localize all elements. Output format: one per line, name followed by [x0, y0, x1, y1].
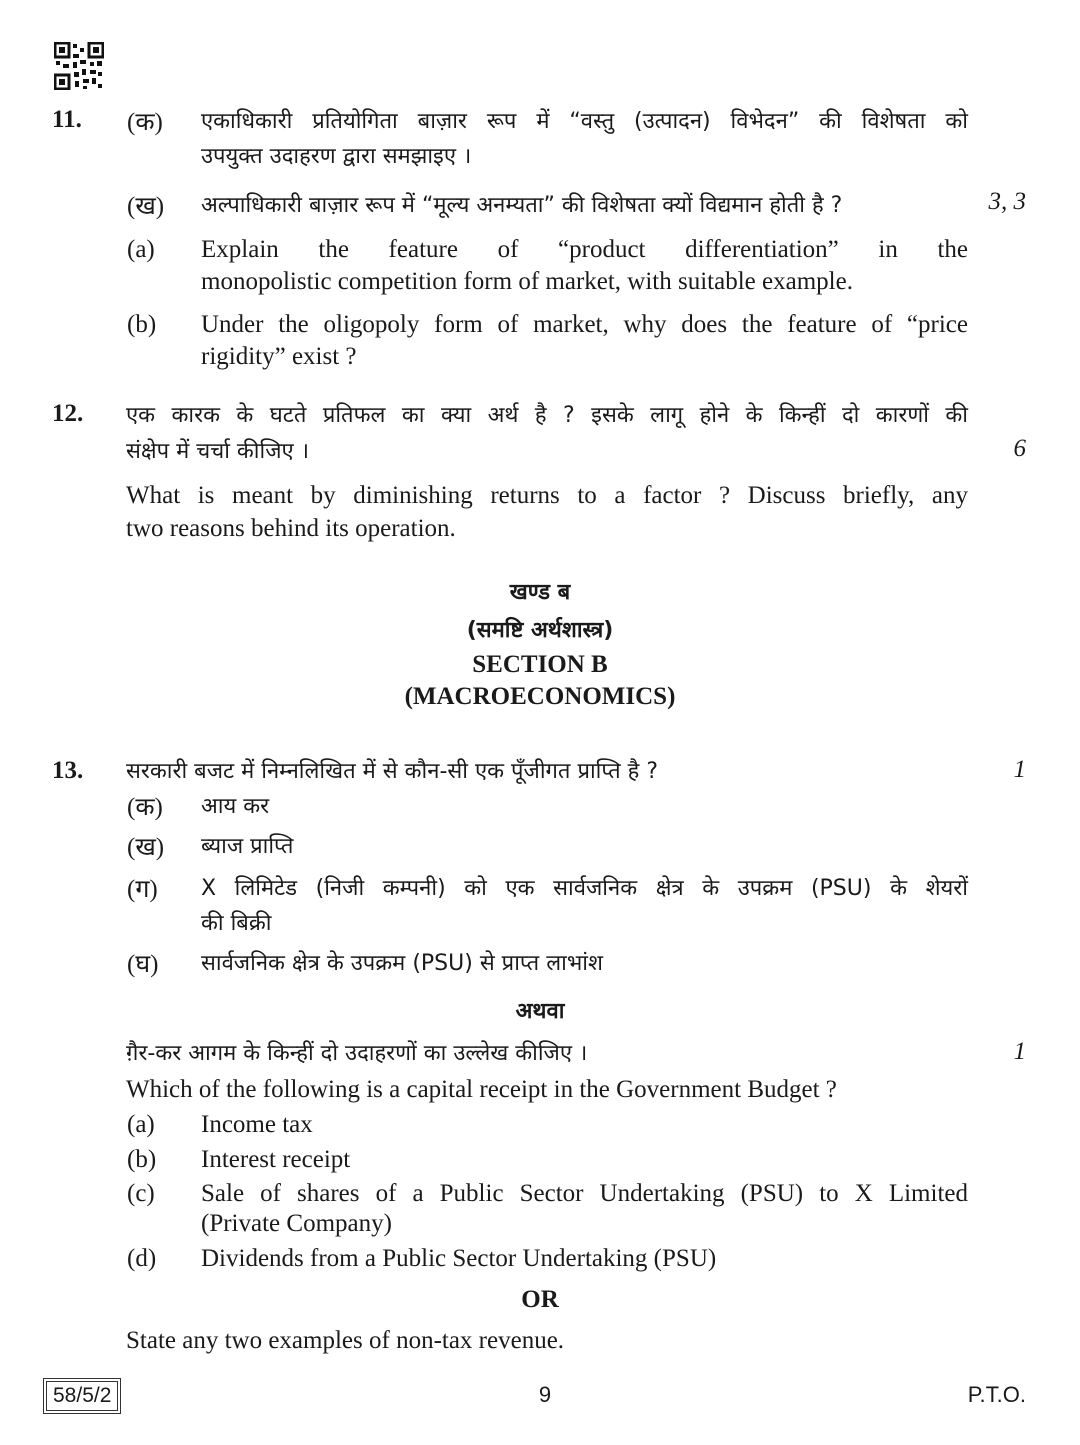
hi-option-text-4: सार्वजनिक क्षेत्र के उपक्रम (PSU) से प्राप्त लाभांश [201, 951, 603, 976]
q13-en-alternative: State any two examples of non-tax revenue. [126, 1327, 565, 1354]
hi-option-text-1: आय कर [201, 794, 270, 819]
section-subtitle-english: (MACROECONOMICS) [404, 683, 676, 710]
q13-hi-question: सरकारी बजट में निम्नलिखित में से कौन-सी एक पूँजीगत प्राप्ति है ? [126, 759, 659, 784]
q11-a-line1: Explain the feature of “product differentiation” in the [201, 236, 968, 263]
en-option-text-d: Dividends from a Public Sector Undertaking (PSU) [201, 1245, 717, 1272]
q11-marks: 3, 3 [988, 188, 1026, 215]
en-option-label-b: (b) [127, 1146, 157, 1173]
section-subtitle-hindi: (समष्टि अर्थशास्त्र) [466, 618, 614, 643]
hi-option-text-2: ब्याज प्राप्ति [201, 834, 294, 859]
option-label-a: (a) [127, 236, 155, 263]
q13-en-question: Which of the following is a capital receipt in the Government Budget ? [126, 1076, 837, 1103]
hi-option-text-3: X लिमिटेड (निजी कम्पनी) को एक सार्वजनिक क्षेत्र के उपक्रम (PSU) के शेयरों [201, 876, 968, 901]
qr-code-icon [54, 42, 104, 90]
q13-hi-alternative: ग़ैर-कर आगम के किन्हीं दो उदाहरणों का उल्लेख कीजिए । [126, 1041, 588, 1066]
question-number-11: 11. [52, 106, 82, 133]
q12-hi-line2: संक्षेप में चर्चा कीजिए । [126, 439, 310, 464]
q13-marks: 1 [1013, 756, 1026, 783]
q13-alt-marks: 1 [1013, 1038, 1026, 1065]
q12-en-line2: two reasons behind its operation. [126, 515, 456, 542]
hi-option-label-3: (ग) [127, 876, 158, 903]
q11-b-line2: rigidity” exist ? [201, 343, 357, 370]
hi-option-text-3-cont: की बिक्री [201, 911, 272, 936]
hi-option-label-2: (ख) [127, 834, 165, 861]
q11-b-line1: Under the oligopoly form of market, why does the feature of “price [201, 311, 968, 338]
en-option-label-d: (d) [127, 1245, 157, 1272]
q11-ka-line2: उपयुक्त उदाहरण द्वारा समझाइए । [201, 144, 472, 169]
en-option-text-b: Interest receipt [201, 1146, 351, 1173]
option-label-kha: (ख) [127, 193, 165, 220]
en-option-label-c: (c) [127, 1180, 155, 1207]
q11-a-line2: monopolistic competition form of market, with suitable example. [201, 268, 853, 295]
question-number-12: 12. [52, 400, 84, 427]
q11-ka-line1: एकाधिकारी प्रतियोगिता बाज़ार रूप में “वस्तु (उत्पादन) विभेदन” की विशेषता को [201, 109, 968, 134]
or-divider-english: OR [521, 1286, 559, 1313]
section-title-english: SECTION B [472, 651, 608, 678]
en-option-text-c: Sale of shares of a Public Sector Undertaking (PSU) to X Limited [201, 1180, 968, 1207]
option-label-b: (b) [127, 311, 157, 338]
option-label-ka: (क) [127, 109, 163, 136]
q11-kha-line1: अल्पाधिकारी बाज़ार रूप में “मूल्य अनम्यता” की विशेषता क्यों विद्यमान होती है ? [201, 193, 843, 218]
hi-option-label-4: (घ) [127, 951, 159, 978]
question-number-13: 13. [52, 757, 84, 784]
q12-marks: 6 [1013, 435, 1026, 462]
en-option-text-c-cont: (Private Company) [201, 1210, 392, 1237]
hi-option-label-1: (क) [127, 794, 163, 821]
page-number: 9 [538, 1382, 552, 1407]
en-option-text-a: Income tax [201, 1111, 313, 1138]
q12-en-line1: What is meant by diminishing returns to a factor ? Discuss briefly, any [126, 482, 968, 509]
en-option-label-a: (a) [127, 1111, 155, 1138]
paper-code-badge: 58/5/2 [46, 1381, 118, 1411]
or-divider-hindi: अथवा [515, 999, 565, 1024]
q12-hi-line1: एक कारक के घटते प्रतिफल का क्या अर्थ है ? इसके लागू होने के किन्हीं दो कारणों की [126, 403, 968, 428]
pto-label: P.T.O. [967, 1382, 1026, 1407]
section-title-hindi: खण्ड ब [509, 580, 571, 605]
